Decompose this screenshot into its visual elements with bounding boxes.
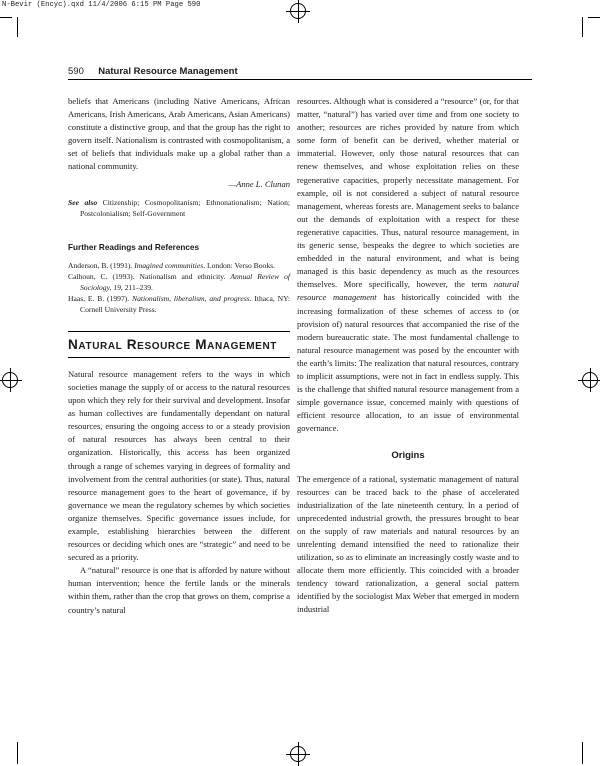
- running-head-title: Natural Resource Management: [98, 66, 238, 77]
- author-signature: —Anne L. Clunan: [228, 178, 290, 189]
- origins-paragraph: The emergence of a rational, systematic management of natural resources can be traced back to the phase of accelerated industrialization of the late nineteenth century. In a period of unprecedented industrial growth, the pressures brought to bear on the supply of raw materials and natural resources by an unrelenting demand intensified the need to rationalize their utilization, so as to eliminate an increasingly costly waste and to allocate them more efficiently. This coincided with a broader tendency toward rationalization, a general social pattern identified by the sociologist Max Weber that emerged in modern industrial: [297, 473, 519, 615]
- body-paragraph: resources. Although what is considered a “resource” (or, for that matter, “natural”) has varied over time and from one society to another; resources are riches provided by nature from which some form of benefit can be derived, whether material or immaterial. However, only those natural resources that can renew themselves, and whose exploitation relies on these regenerative capacities, properly necessitate management. For example, oil is not considered a subject of natural resource management, whereas forests are. Management seeks to balance out the demands of exploitation with a respect for these regenerative capacities. Thus, natural resource management, in its generic sense, bespeaks the degree to which societies are embedded in the natural environment, and what is being managed is this basic dependency as much as the resources themselves. More specifically, however, the term natural resource management has historically coincided with the increasing formalization of these schemes of access to (or provision of) natural resources that accompanied the rise of the modern bureaucratic state. The most fundamental challenge to natural resource management was posed by the encounter with the earth’s limits: The realization that natural resources, contrary to implicit assumptions, were not in fact in endless supply. This is the challenge that shifted natural resource management from a simple governance issue, concerned mainly with questions of efficient resource allocation, to an issue of environmental governance.: [297, 96, 519, 434]
- left-column: [68, 95, 290, 617]
- entry-paragraph: A “natural” resource is one that is afforded by nature without human intervention; hence the fertile lands or the minerals within them, rather than the crop that grows on them, comprise a country’s natural: [68, 565, 290, 615]
- see-also-text: Citizenship; Cosmopolitanism; Ethnonationalism; Nation; Postcolonialism; Self-Government: [80, 197, 290, 218]
- print-slug: N-Bevir (Encyc).qxd 11/4/2006 6:15 PM Page 590: [2, 1, 201, 9]
- further-reading-heading: Further Readings and References: [68, 242, 200, 252]
- registration-mark-icon: [290, 3, 306, 19]
- registration-mark-icon: [582, 372, 598, 388]
- header-rule: [68, 79, 532, 80]
- running-header: [68, 66, 238, 77]
- see-also: [68, 197, 290, 219]
- crop-mark: [17, 742, 18, 764]
- registration-mark-icon: [2, 372, 18, 388]
- crop-mark: [582, 742, 583, 764]
- crop-mark: [588, 17, 600, 18]
- page-number: 590: [68, 66, 84, 77]
- registration-mark-icon: [290, 746, 306, 762]
- right-column: [297, 95, 519, 617]
- entry-rule-bottom: [68, 357, 290, 358]
- intro-paragraph: beliefs that Americans (including Native Americans, African Americans, Irish Americans, Arab Americans, Asian Americans) constitute a distinctive group, and that the group has the right to govern itself. Nationalism is contrasted with cosmopolitanism, a set of beliefs that individuals make up a global rather than a national community.: [68, 96, 290, 172]
- term-italic: natural resource management: [297, 279, 519, 303]
- crop-mark: [582, 17, 583, 37]
- see-also-label: See also: [68, 197, 98, 207]
- entry-rule-top: [68, 331, 290, 332]
- reference-item: Calhoun, C. (1993). Nationalism and ethnicity. Annual Review of Sociology, 19, 211–239.: [68, 271, 290, 292]
- crop-mark: [0, 17, 12, 18]
- reference-item: Anderson, B. (1991). Imagined communities. London: Verso Books.: [68, 260, 275, 270]
- entry-title: Natural Resource Management: [68, 336, 277, 352]
- crop-mark: [17, 17, 18, 37]
- reference-item: Haas, E. B. (1997). Nationalism, liberalism, and progress. Ithaca, NY: Cornell University Press.: [68, 293, 290, 314]
- section-heading-origins: Origins: [391, 450, 425, 462]
- entry-paragraph: Natural resource management refers to the ways in which societies manage the supply of or access to the natural resources upon which they rely for their survival and development. Insofar as human collectives are fundamentally dependant on natural resources, ensuring the ongoing access to or a steady provision of natural resources has always been central to their organization. Historically, this access has been organized through a range of schemes varying in degrees of formality and involvement from the central authorities (or state). Thus, natural resource management goes to the heart of governance, if by governance we mean the regulatory schemes by which societies organize themselves. Specific governance issues include, for example, establishing hierarchies between the different resources or deciding which ones are “strategic” and need to be secured as a priority.: [68, 368, 290, 563]
